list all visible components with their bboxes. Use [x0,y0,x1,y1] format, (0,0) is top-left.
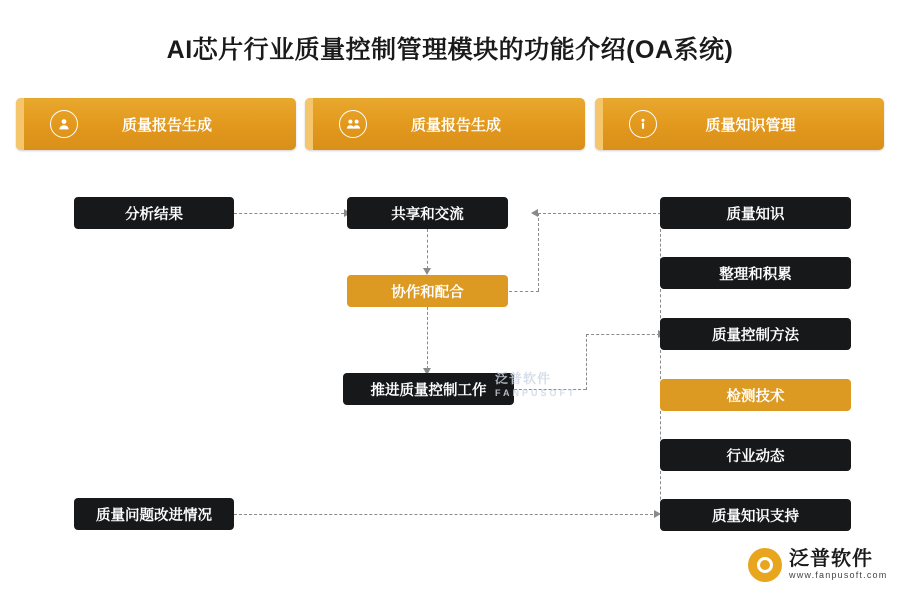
node-label: 行业动态 [726,448,785,465]
connector-vertical-method [586,334,587,390]
node-quality-knowledge[interactable] [660,197,851,229]
node-analysis-result[interactable] [74,197,234,229]
logo-url: www.fanpusoft.com [789,570,888,580]
header-accent-bar [595,98,603,150]
watermark-line2: FANPUSOFT [495,388,577,398]
node-push-quality-control-work[interactable] [343,373,514,405]
company-logo [748,548,887,582]
node-share-communicate[interactable] [347,197,508,229]
connector-vertical-right [538,213,539,291]
arrow-head [531,209,538,217]
header-card-1[interactable] [16,98,296,150]
connector-collab-to-push [427,307,428,369]
header-card-2[interactable] [305,98,585,150]
node-collaboration[interactable] [347,275,508,307]
logo-name: 泛普软件 [789,548,873,570]
info-circle-icon [629,110,657,138]
connector-issue-to-support [234,514,658,515]
node-label: 质量知识支持 [712,508,799,525]
node-label: 分析结果 [125,206,183,223]
node-industry-trends[interactable] [660,439,851,471]
connector-share-to-collab [427,229,428,269]
node-quality-control-method[interactable] [660,318,851,350]
header-card-label: 质量知识管理 [705,116,796,134]
header-card-3[interactable] [595,98,884,150]
node-quality-knowledge-support[interactable] [660,499,851,531]
header-accent-bar [16,98,24,150]
node-label: 协作和配合 [391,284,464,301]
watermark-line1: 泛普软件 [495,371,552,386]
arrow-head [423,268,431,275]
user-circle-icon [50,110,78,138]
people-circle-icon [339,110,367,138]
node-label: 共享和交流 [391,206,464,223]
connector-to-method [586,334,660,335]
header-card-label: 质量报告生成 [121,116,212,134]
logo-text [789,549,887,581]
node-label: 检测技术 [726,388,785,405]
connector-analysis-to-share [234,213,344,214]
node-label: 质量问题改进情况 [96,507,212,524]
node-label: 推进质量控制工作 [370,382,487,399]
node-label: 质量知识 [726,206,785,223]
watermark [495,368,577,398]
connector-collab-right [509,291,539,292]
node-organize-accumulate[interactable] [660,257,851,289]
header-accent-bar [305,98,313,150]
node-label: 质量控制方法 [712,327,799,344]
header-card-label: 质量报告生成 [410,116,501,134]
logo-mark-icon [748,548,782,582]
page-title: AI芯片行业质量控制管理模块的功能介绍(OA系统) [166,36,734,64]
node-detection-technology[interactable] [660,379,851,411]
node-quality-issue-improvement[interactable] [74,498,234,530]
node-label: 整理和积累 [719,266,792,283]
connector-knowledge-to-share [538,213,661,214]
